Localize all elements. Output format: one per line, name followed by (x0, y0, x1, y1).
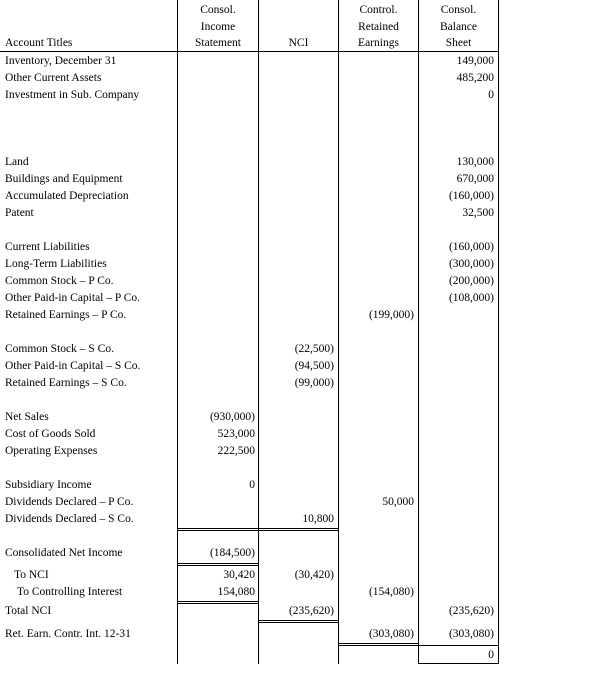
retained-earnings-value: (303,080) (368, 628, 414, 640)
total-rule (419, 645, 498, 646)
account-title: Other Paid-in Capital – S Co. (5, 360, 141, 372)
income-statement-value: (930,000) (209, 411, 255, 423)
header-line: Consol. (200, 4, 236, 16)
column-divider (418, 0, 419, 664)
retained-earnings-value: (199,000) (368, 309, 414, 321)
header-income-statement (178, 2, 258, 52)
account-title: Buildings and Equipment (5, 173, 123, 185)
nci-value: (235,620) (288, 605, 334, 617)
nci-value: (22,500) (294, 343, 334, 355)
retained-earnings-value: 50,000 (382, 496, 414, 508)
account-title: Land (5, 156, 29, 168)
header-line: Balance (439, 20, 478, 33)
total-rule (259, 530, 338, 531)
balance-sheet-value: 149,000 (456, 55, 494, 67)
total-rule (178, 565, 258, 566)
balance-sheet-value: 0 (488, 89, 494, 101)
account-title: Retained Earnings – S Co. (5, 377, 127, 389)
income-statement-value: 523,000 (217, 428, 255, 440)
total-rule (339, 645, 418, 646)
balance-sheet-value: (303,080) (448, 628, 494, 640)
header-balance-sheet (419, 2, 498, 52)
balance-sheet-value: (160,000) (448, 241, 494, 253)
nci-value: (30,420) (294, 569, 334, 581)
retained-earnings-value: (154,080) (368, 586, 414, 598)
account-title: Dividends Declared – P Co. (5, 496, 134, 508)
total-rule (178, 530, 258, 531)
header-line: Sheet (445, 37, 472, 49)
total-rule (259, 620, 338, 621)
account-title: Retained Earnings – P Co. (5, 309, 127, 321)
account-title: Net Sales (5, 411, 49, 423)
column-divider (338, 0, 339, 664)
balance-sheet-value: (235,620) (448, 605, 494, 617)
header-line: Earnings (358, 37, 399, 49)
total-rule (259, 528, 338, 529)
total-rule (178, 601, 258, 602)
balance-sheet-value: 485,200 (456, 72, 494, 84)
income-statement-value: 154,080 (217, 586, 255, 598)
header-line: Retained (358, 20, 399, 33)
balance-sheet-value: (300,000) (448, 258, 494, 270)
nci-value: (99,000) (294, 377, 334, 389)
account-title: Long-Term Liabilities (5, 258, 107, 270)
account-title: Common Stock – P Co. (5, 275, 114, 287)
balance-sheet-value: 32,500 (462, 207, 494, 219)
header-line: Statement (195, 37, 241, 49)
header-nci: NCI (288, 37, 309, 49)
total-rule (339, 643, 418, 644)
account-title: Inventory, December 31 (5, 55, 117, 67)
account-title: To NCI (14, 569, 49, 581)
total-rule (259, 622, 338, 623)
account-title: Investment in Sub. Company (5, 89, 140, 101)
balance-sheet-value: (108,000) (448, 292, 494, 304)
balance-sheet-value: (160,000) (448, 190, 494, 202)
account-title: Other Current Assets (5, 72, 102, 84)
account-title: Ret. Earn. Contr. Int. 12-31 (5, 628, 131, 640)
header-line: Income (200, 20, 236, 33)
total-rule (178, 528, 258, 529)
balance-sheet-value: 670,000 (456, 173, 494, 185)
balance-sheet-value: 130,000 (456, 156, 494, 168)
income-statement-value: 30,420 (223, 569, 255, 581)
account-title: Operating Expenses (5, 445, 98, 457)
total-rule (419, 663, 498, 664)
header-retained-earnings (339, 2, 418, 52)
account-title: To Controlling Interest (17, 586, 123, 598)
total-rule (178, 563, 258, 564)
account-title: Accumulated Depreciation (5, 190, 129, 202)
account-title: Other Paid-in Capital – P Co. (5, 292, 141, 304)
header-account-titles: Account Titles (5, 37, 73, 49)
account-title: Subsidiary Income (5, 479, 92, 491)
balance-sheet-value: (200,000) (448, 275, 494, 287)
nci-value: 10,800 (302, 513, 334, 525)
header-line: Consol. (440, 4, 477, 16)
account-title: Dividends Declared – S Co. (5, 513, 134, 525)
income-statement-value: (184,500) (209, 547, 255, 559)
account-title: Cost of Goods Sold (5, 428, 96, 440)
column-divider (498, 0, 499, 664)
account-title: Patent (5, 207, 34, 219)
account-title: Total NCI (5, 605, 52, 617)
header-line: Control. (359, 4, 398, 16)
income-statement-value: 0 (249, 479, 255, 491)
header-rule (0, 51, 499, 52)
account-title: Common Stock – S Co. (5, 343, 114, 355)
total-rule (178, 603, 258, 604)
nci-value: (94,500) (294, 360, 334, 372)
income-statement-value: 222,500 (217, 445, 255, 457)
account-title: Consolidated Net Income (5, 547, 123, 559)
balance-sheet-value: 0 (488, 649, 494, 661)
account-title: Current Liabilities (5, 241, 90, 253)
column-divider (258, 0, 259, 664)
